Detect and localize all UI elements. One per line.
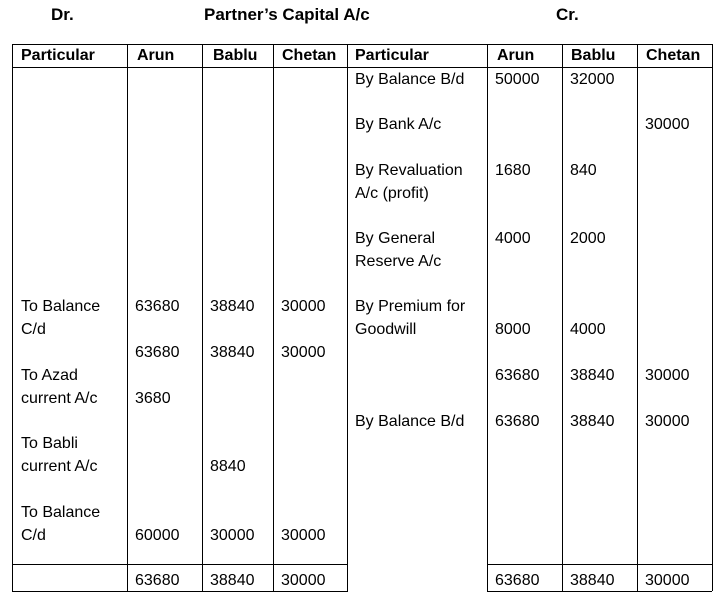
credit-particular: By Balance B/d	[355, 413, 465, 430]
debit-total-arun: 63680	[135, 572, 180, 589]
credit-particular: A/c (profit)	[355, 185, 429, 202]
credit-particular: By Balance B/d	[355, 71, 465, 88]
debit-total-bablu: 38840	[210, 572, 255, 589]
debit-particular: To Balance	[21, 298, 101, 315]
credit-bablu-amount: 2000	[570, 230, 606, 247]
debit-arun-amount: 63680	[135, 298, 180, 315]
debit-arun-amount: 3680	[135, 390, 171, 407]
credit-particular: Reserve A/c	[355, 253, 442, 270]
credit-side-label: Cr.	[556, 5, 579, 24]
credit-bablu-amount: 4000	[570, 321, 606, 338]
debit-particular: To Balance	[21, 504, 101, 521]
credit-particular: By General	[355, 230, 436, 247]
credit-arun-amount: 4000	[495, 230, 531, 247]
debit-side-label: Dr.	[51, 5, 74, 24]
debit-bablu-amount: 38840	[210, 298, 255, 315]
debit-bablu-amount: 30000	[210, 527, 255, 544]
credit-total-arun: 63680	[495, 572, 540, 589]
debit-particular: To Azad	[21, 367, 78, 384]
credit-bablu-amount: 32000	[570, 71, 615, 88]
credit-arun-amount: 50000	[495, 71, 540, 88]
debit-total-chetan: 30000	[281, 572, 326, 589]
debit-header-arun: Arun	[137, 47, 175, 64]
credit-arun-amount: 1680	[495, 162, 531, 179]
credit-subtotal-chetan: 30000	[645, 367, 690, 384]
debit-particular: C/d	[21, 527, 46, 544]
debit-particular: current A/c	[21, 390, 98, 407]
credit-particular: By Revaluation	[355, 162, 463, 179]
debit-chetan-amount: 30000	[281, 527, 326, 544]
debit-bablu-amount: 8840	[210, 458, 246, 475]
credit-arun-amount: 63680	[495, 413, 540, 430]
credit-particular: By Bank A/c	[355, 116, 442, 133]
debit-chetan-amount: 30000	[281, 298, 326, 315]
credit-arun-amount: 8000	[495, 321, 531, 338]
debit-header-chetan: Chetan	[282, 47, 337, 64]
debit-bablu-amount: 38840	[210, 344, 255, 361]
debit-particular: To Babli	[21, 435, 78, 452]
debit-particular: current A/c	[21, 458, 98, 475]
debit-arun-amount: 60000	[135, 527, 180, 544]
debit-header-particular: Particular	[21, 47, 95, 64]
credit-subtotal-bablu: 38840	[570, 367, 615, 384]
credit-header-chetan: Chetan	[646, 47, 701, 64]
credit-chetan-amount: 30000	[645, 116, 690, 133]
credit-bablu-amount: 38840	[570, 413, 615, 430]
credit-header-arun: Arun	[497, 47, 535, 64]
debit-chetan-amount: 30000	[281, 344, 326, 361]
credit-header-bablu: Bablu	[571, 47, 616, 64]
credit-total-chetan: 30000	[645, 572, 690, 589]
credit-header-particular: Particular	[355, 47, 429, 64]
account-title: Partner’s Capital A/c	[204, 5, 370, 24]
credit-particular: Goodwill	[355, 321, 417, 338]
credit-total-bablu: 38840	[570, 572, 615, 589]
debit-arun-amount: 63680	[135, 344, 180, 361]
credit-particular: By Premium for	[355, 298, 466, 315]
credit-bablu-amount: 840	[570, 162, 597, 179]
credit-subtotal-arun: 63680	[495, 367, 540, 384]
debit-particular: C/d	[21, 321, 46, 338]
debit-header-bablu: Bablu	[213, 47, 258, 64]
credit-chetan-amount: 30000	[645, 413, 690, 430]
